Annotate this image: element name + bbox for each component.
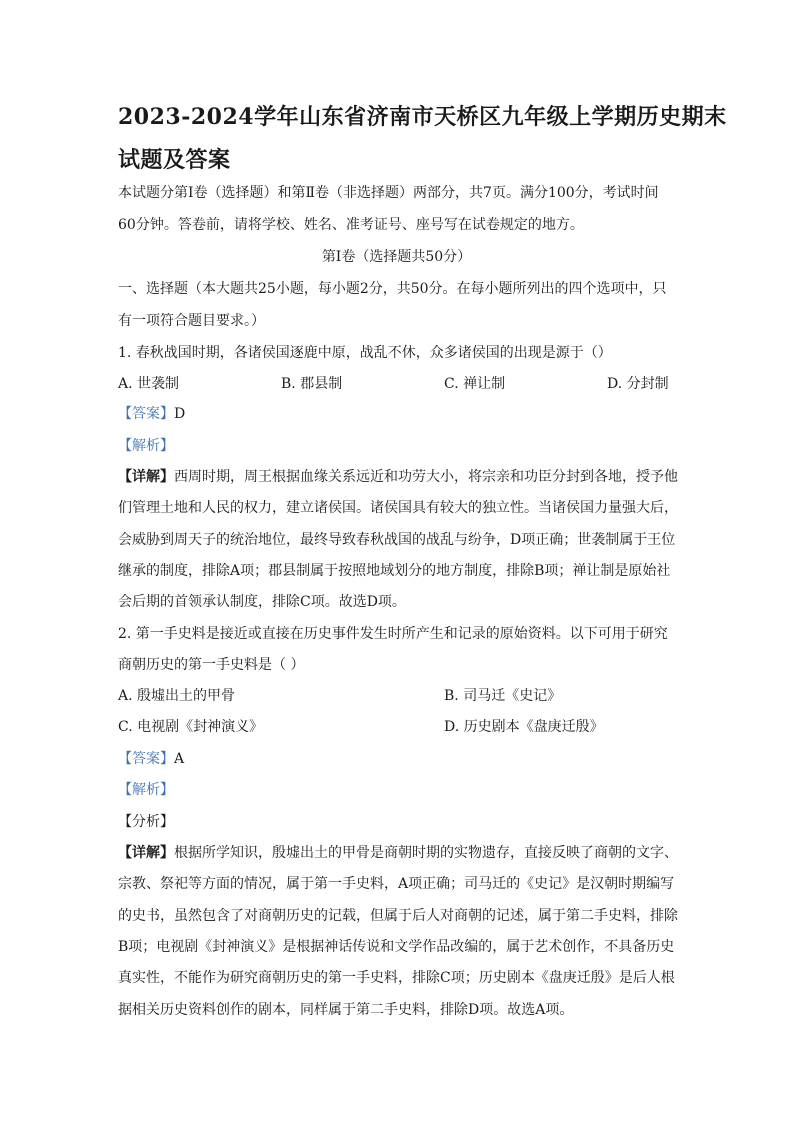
question-2-answer — [118, 749, 184, 769]
question-2-detail-line-1 — [118, 843, 678, 863]
question-1-analysis-tag: 【解析】 — [118, 438, 174, 454]
question-2-detail-line-5: 真实性，不能作为研究商朝历史的第一手史料，排除C项；历史剧本《盘庚迁殷》是后人根 — [118, 970, 675, 986]
detail-text: 根据所学知识，殷墟出土的甲骨是商朝时期的实物遗存，直接反映了商朝的文字、 — [174, 845, 678, 861]
part-heading: 第Ⅰ卷（选择题共50分） — [321, 249, 472, 265]
question-2-fenxi-tag: 【分析】 — [118, 814, 174, 830]
question-1-option-b: B. 郡县制 — [281, 376, 343, 392]
intro-line-1: 本试题分第Ⅰ卷（选择题）和第Ⅱ卷（非选择题）两部分，共7页。满分100分，考试时间 — [118, 185, 659, 201]
question-2-detail-line-4: B项；电视剧《封神演义》是根据神话传说和文学作品改编的，属于艺术创作，不具备历史 — [118, 939, 675, 955]
question-2-option-b: B. 司马迁《史记》 — [444, 688, 562, 704]
question-2-detail-line-2: 宗教、祭祀等方面的情况，属于第一手史料，A项正确；司马迁的《史记》是汉朝时期编写 — [118, 876, 675, 892]
question-1-detail-line-3: 会威胁到周天子的统治地位，最终导致春秋战国的战乱与纷争，D项正确；世袭制属于王位 — [118, 532, 676, 548]
question-2-option-a: A. 殷墟出土的甲骨 — [118, 688, 236, 704]
document-title-line-1: 2023-2024学年山东省济南市天桥区九年级上学期历史期末 — [118, 104, 727, 130]
detail-tag: 【详解】 — [118, 469, 174, 485]
question-1-option-c: C. 禅让制 — [444, 376, 506, 392]
question-1-stem: 1. 春秋战国时期，各诸侯国逐鹿中原，战乱不休，众多诸侯国的出现是源于（） — [118, 345, 612, 361]
answer-tag: 【答案】 — [118, 751, 174, 767]
question-1-answer — [118, 404, 185, 424]
question-1-detail-line-2: 们管理土地和人民的权力，建立诸侯国。诸侯国具有较大的独立性。当诸侯国力量强大后， — [118, 500, 678, 516]
question-2-stem-line-1: 2. 第一手史料是接近或直接在历史事件发生时所产生和记录的原始资料。以下可用于研究 — [118, 626, 668, 642]
question-1-detail-line-4: 继承的制度，排除A项；郡县制属于按照地域划分的地方制度，排除B项；禅让制是原始社 — [118, 563, 671, 579]
question-2-option-d: D. 历史剧本《盘庚迁殷》 — [444, 719, 604, 735]
answer-value: D — [174, 406, 186, 422]
question-2-detail-line-6: 据相关历史资料创作的剧本，同样属于第二手史料，排除D项。故选A项。 — [118, 1002, 574, 1018]
section-heading-line-2: 有一项符合题目要求。） — [118, 313, 265, 329]
question-2-option-c: C. 电视剧《封神演义》 — [118, 719, 264, 735]
question-2-analysis-tag: 【解析】 — [118, 782, 174, 798]
answer-value: A — [174, 751, 185, 767]
question-1-option-a: A. 世袭制 — [118, 376, 180, 392]
intro-line-2: 60分钟。答卷前，请将学校、姓名、准考证号、座号写在试卷规定的地方。 — [118, 217, 584, 233]
question-1-detail-line-5: 会后期的首领承认制度，排除C项。故选D项。 — [118, 594, 406, 610]
question-1-option-d: D. 分封制 — [607, 376, 669, 392]
detail-tag: 【详解】 — [118, 845, 174, 861]
answer-tag: 【答案】 — [118, 406, 174, 422]
detail-text: 西周时期，周王根据血缘关系远近和功劳大小，将宗亲和功臣分封到各地，授予他 — [174, 469, 678, 485]
question-2-stem-line-2: 商朝历史的第一手史料是（ ） — [118, 657, 305, 673]
document-title-line-2: 试题及答案 — [118, 147, 231, 173]
question-1-detail-line-1 — [118, 467, 678, 487]
section-heading-line-1: 一、选择题（本大题共25小题，每小题2分，共50分。在每小题所列出的四个选项中，只 — [118, 281, 667, 297]
question-2-detail-line-3: 的史书，虽然包含了对商朝历史的记载，但属于后人对商朝的记述，属于第二手史料，排除 — [118, 908, 678, 924]
